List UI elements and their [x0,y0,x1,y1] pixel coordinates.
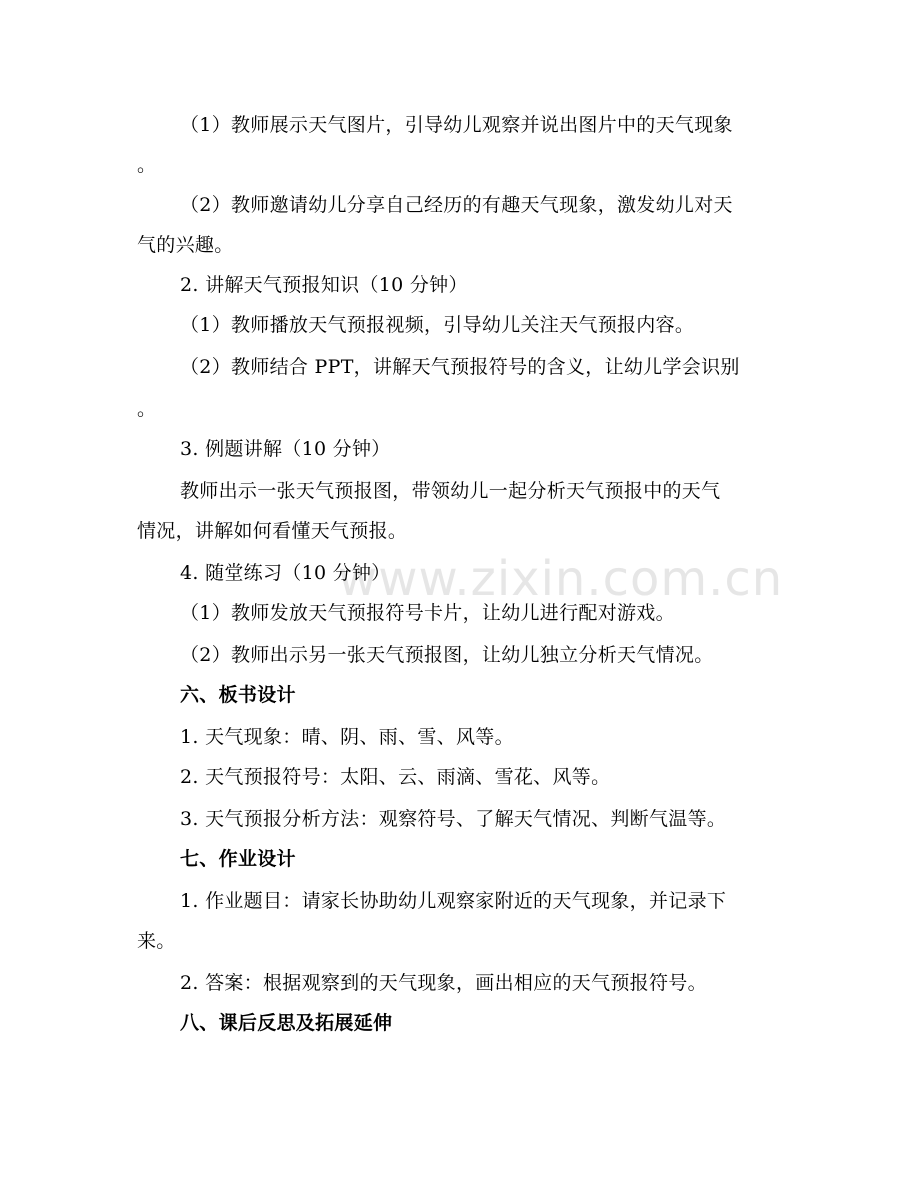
section-subheading: 2. 讲解天气预报知识（10 分钟） [180,274,468,296]
section-heading: 六、板书设计 [180,684,296,706]
paragraph-line: （2）教师结合 PPT，讲解天气预报符号的含义，让幼儿学会识别 [180,356,740,378]
paragraph-line: （1）教师展示天气图片，引导幼儿观察并说出图片中的天气现象 [180,114,733,136]
section-heading: 七、作业设计 [180,848,296,870]
paragraph-line: 教师出示一张天气预报图，带领幼儿一起分析天气预报中的天气 [180,480,721,502]
section-subheading: 4. 随堂练习（10 分钟） [180,562,391,584]
watermark: www.zixin.com.cn [338,551,784,607]
paragraph-line: 。 [137,154,157,176]
paragraph-line: （1）教师发放天气预报符号卡片，让幼儿进行配对游戏。 [180,602,675,624]
paragraph-line: （1）教师播放天气预报视频，引导幼儿关注天气预报内容。 [180,314,695,336]
list-item: 2. 天气预报符号：太阳、云、雨滴、雪花、风等。 [180,766,611,788]
list-item: 1. 作业题目：请家长协助幼儿观察家附近的天气现象，并记录下 [180,890,727,912]
list-item: 1. 天气现象：晴、阴、雨、雪、风等。 [180,726,514,748]
paragraph-line: 情况，讲解如何看懂天气预报。 [137,520,408,542]
paragraph-line: 气的兴趣。 [137,234,234,256]
paragraph-line: 。 [137,398,157,420]
paragraph-line: （2）教师邀请幼儿分享自己经历的有趣天气现象，激发幼儿对天 [180,194,733,216]
paragraph-line: 来。 [137,930,176,952]
section-heading: 八、课后反思及拓展延伸 [180,1012,393,1034]
list-item: 3. 天气预报分析方法：观察符号、了解天气情况、判断气温等。 [180,808,727,830]
section-subheading: 3. 例题讲解（10 分钟） [180,438,391,460]
list-item: 2. 答案：根据观察到的天气现象，画出相应的天气预报符号。 [180,972,707,994]
paragraph-line: （2）教师出示另一张天气预报图，让幼儿独立分析天气情况。 [180,644,714,666]
